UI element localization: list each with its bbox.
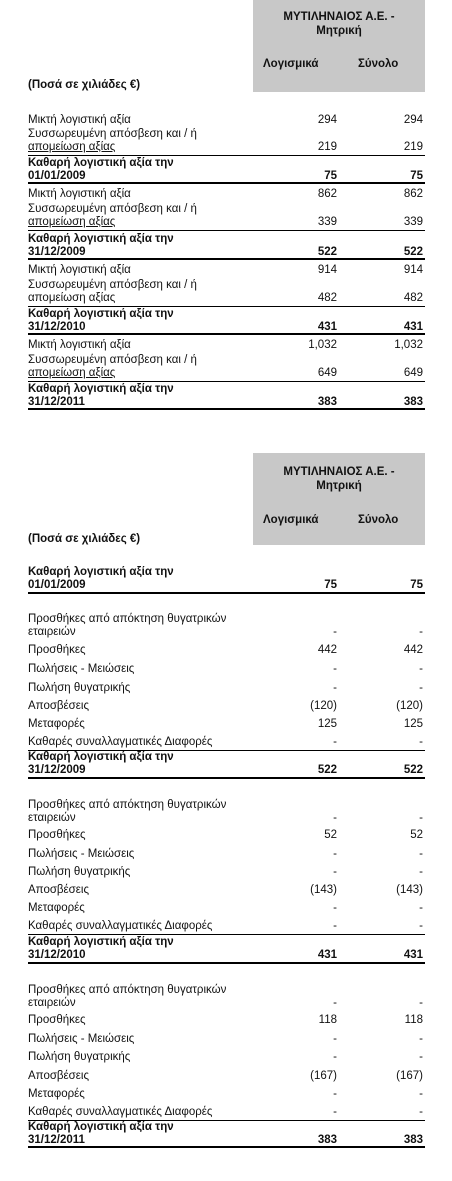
table2-company-subtitle: Μητρική (316, 480, 362, 492)
table-row-total: Καθαρή λογιστική αξία την 31/12/2011 383 383 (28, 1121, 423, 1146)
table-row-total: Καθαρή λογιστική αξία την 31/12/2009 522 522 (28, 233, 423, 258)
divider (28, 155, 425, 156)
table-row: Μεταφορές - - (28, 1088, 423, 1100)
table1-header-box (253, 0, 425, 92)
table-row: Συσσωρευμένη απόσβεση και / ή απομείωση αξίας 339 339 (28, 203, 423, 228)
table2-unit-label: (Ποσά σε χιλιάδες €) (28, 533, 141, 545)
divider (28, 408, 425, 410)
divider (28, 230, 425, 231)
table-row: Καθαρές συναλλαγματικές Διαφορές - - (28, 736, 423, 748)
table-row: Αποσβέσεις (120) (120) (28, 700, 423, 712)
table-row: Αποσβέσεις (167) (167) (28, 1070, 423, 1082)
table-row-total: Καθαρή λογιστική αξία την 31/12/2011 383 383 (28, 383, 423, 408)
table-row: Συσσωρευμένη απόσβεση και / ή απομείωση αξίας 649 649 (28, 354, 423, 379)
table2-col-total: Σύνολο (358, 514, 399, 526)
table2-col-software: Λογισμικά (263, 514, 319, 526)
table-row: Συσσωρευμένη απόσβεση και / ή απομείωση αξίας 482 482 (28, 279, 423, 304)
table1-col-total: Σύνολο (358, 58, 399, 70)
table2-header-box (253, 453, 425, 545)
table-row: Πωλήσεις - Μειώσεις - - (28, 848, 423, 860)
divider (28, 306, 425, 307)
table-row: Μικτή λογιστική αξία 1,032 1,032 (28, 339, 423, 351)
divider (28, 1146, 425, 1148)
table-row: Καθαρές συναλλαγματικές Διαφορές - - (28, 920, 423, 932)
divider (28, 592, 425, 594)
table-row: Μικτή λογιστική αξία 294 294 (28, 114, 423, 126)
divider (28, 258, 425, 260)
divider (28, 777, 425, 779)
table1-col-software: Λογισμικά (263, 58, 319, 70)
table1-unit-label: (Ποσά σε χιλιάδες €) (28, 79, 141, 91)
table-row: Προσθήκες από απόκτηση θυγατρικών εταιρειών - - (28, 613, 423, 638)
table-row: Προσθήκες από απόκτηση θυγατρικών εταιρειών - - (28, 984, 423, 1009)
divider (28, 333, 425, 335)
table-row: Πωλήσεις - Μειώσεις - - (28, 663, 423, 675)
table-row: Προσθήκες 52 52 (28, 829, 423, 841)
table-row-total: Καθαρή λογιστική αξία την 31/12/2010 431 431 (28, 308, 423, 333)
table-row: Μεταφορές 125 125 (28, 718, 423, 730)
divider (28, 934, 425, 935)
table-row-total: Καθαρή λογιστική αξία την 31/12/2009 522 522 (28, 751, 423, 776)
table-row: Πωλήση θυγατρικής - - (28, 682, 423, 694)
table-row: Αποσβέσεις (143) (143) (28, 884, 423, 896)
table-row: Προσθήκες 118 118 (28, 1014, 423, 1026)
table-row: Μεταφορές - - (28, 902, 423, 914)
table-row-total: Καθαρή λογιστική αξία την 31/12/2010 431 431 (28, 936, 423, 961)
table1-company-title: ΜΥΤΙΛΗΝΑΙΟΣ Α.Ε. - (283, 11, 395, 23)
divider (28, 381, 425, 382)
table-row-total: Καθαρή λογιστική αξία την 01/01/2009 75 75 (28, 157, 423, 182)
table-row: Προσθήκες 442 442 (28, 644, 423, 656)
table-row: Πωλήσεις - Μειώσεις - - (28, 1033, 423, 1045)
table-row: Μικτή λογιστική αξία 862 862 (28, 188, 423, 200)
table-row: Συσσωρευμένη απόσβεση και / ή απομείωση αξίας 219 219 (28, 128, 423, 153)
table-row-total: Καθαρή λογιστική αξία την 01/01/2009 75 75 (28, 566, 423, 591)
table-row: Πωλήση θυγατρικής - - (28, 1051, 423, 1063)
table-row: Μικτή λογιστική αξία 914 914 (28, 264, 423, 276)
table-row: Καθαρές συναλλαγματικές Διαφορές - - (28, 1106, 423, 1118)
table-row: Προσθήκες από απόκτηση θυγατρικών εταιρειών - - (28, 799, 423, 824)
divider (28, 182, 425, 184)
table2-company-title: ΜΥΤΙΛΗΝΑΙΟΣ Α.Ε. - (283, 466, 395, 478)
table-row: Πωλήση θυγατρικής - - (28, 866, 423, 878)
divider (28, 962, 425, 964)
table1-company-subtitle: Μητρική (316, 25, 362, 37)
